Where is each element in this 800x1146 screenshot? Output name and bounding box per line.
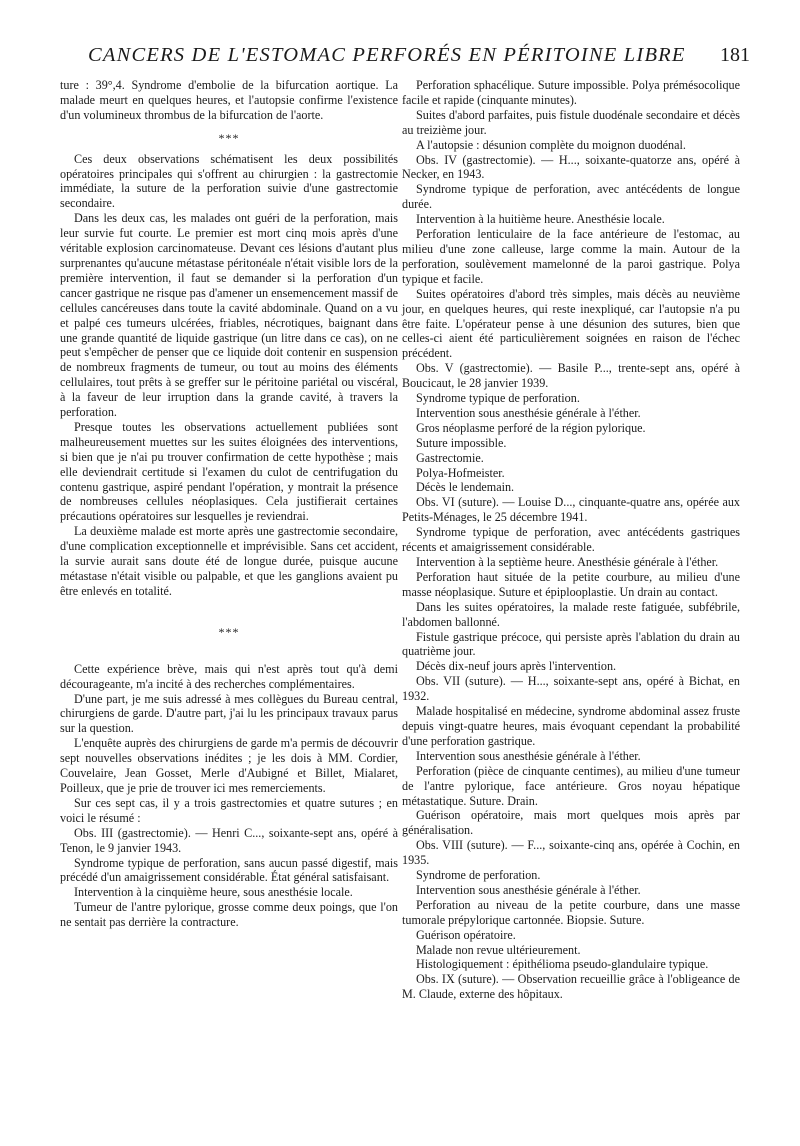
paragraph: Guérison opératoire, mais mort quelques mois après par généralisation. bbox=[402, 808, 740, 838]
paragraph: Suites d'abord parfaites, puis fistule duodénale secondaire et décès au treizième jour. bbox=[402, 107, 740, 137]
observation-heading: Obs. III (gastrectomie). — Henri C..., soixante-sept ans, opéré à Tenon, le 9 janvier 1943. bbox=[60, 825, 398, 855]
paragraph: Gastrectomie. bbox=[416, 450, 484, 465]
section-separator: *** bbox=[218, 130, 240, 145]
right-column bbox=[402, 78, 740, 1002]
paragraph: Sur ces sept cas, il y a trois gastrectomies et quatre sutures ; en voici le résumé : bbox=[60, 795, 398, 825]
paragraph: Polya-Hofmeister. bbox=[416, 465, 505, 480]
left-column bbox=[60, 78, 398, 930]
paragraph: Décès le lendemain. bbox=[416, 480, 515, 495]
paragraph: Guérison opératoire. bbox=[416, 927, 516, 942]
observation-heading: Obs. VII (suture). — H..., soixante-sept ans, opéré à Bichat, en 1932. bbox=[402, 674, 740, 704]
paragraph: Dans les suites opératoires, la malade reste fatiguée, subfébrile, l'abdomen ballonné. bbox=[402, 599, 740, 629]
paragraph: Syndrome typique de perforation. bbox=[416, 391, 580, 406]
paragraph: Malade hospitalisé en médecine, syndrome abdominal assez fruste depuis vingt-quatre heures, mais évoquant cependant la probabilité d'une perforation gastrique. bbox=[402, 704, 740, 748]
paragraph: Malade non revue ultérieurement. bbox=[416, 942, 581, 957]
paragraph: Perforation haut située de la petite courbure, au milieu d'une masse néoplasique. Suture et épiplooplastie. Un drain au contact. bbox=[402, 569, 740, 599]
running-header bbox=[60, 44, 750, 74]
paragraph: Tumeur de l'antre pylorique, grosse comme deux poings, que l'on ne sentait pas derrière la contracture. bbox=[60, 900, 398, 930]
paragraph: Syndrome typique de perforation, avec antécédents de longue durée. bbox=[402, 182, 740, 212]
paragraph: Suites opératoires d'abord très simples, mais décès au neuvième jour, en quelques heures, qui reste inexpliqué, car l'autopsie n'a pu être faite. L'opérateur pense à une désunion des sutures, bien que celles-ci aient été particulièrement soignées en raison de l'échec précédent. bbox=[402, 286, 740, 361]
paragraph: Presque toutes les observations actuellement publiées sont malheureusement muettes sur les suites éloignées des interventions, si bien que je n'ai pu trouver confirmation de cette hypothèse ; mais elle deviendrait certitude si l'examen du culot de centrifugation du contenu gastrique, aspiré pendant l'opération, y montrait la présence de nombreuses cellules néoplasiques. Cela justifierait certaines précautions opératoires sur lesquelles je reviendrai. bbox=[60, 419, 398, 524]
paragraph: Gros néoplasme perforé de la région pylorique. bbox=[416, 420, 646, 435]
paragraph: Perforation lenticulaire de la face antérieure de l'estomac, au milieu d'une zone calleuse, large comme la main. Autour de la perforation, soulèvement mamelonné de la paroi gastrique. Polya typique et facile. bbox=[402, 227, 740, 286]
paragraph: Syndrome typique de perforation, sans aucun passé digestif, mais précédé d'un amaigrissement considérable. État général satisfaisant. bbox=[60, 855, 398, 885]
paragraph: Intervention sous anesthésie générale à l'éther. bbox=[416, 882, 641, 897]
observation-heading: Obs. IX (suture). — Observation recueillie grâce à l'obligeance de M. Claude, externe des hôpitaux. bbox=[402, 972, 740, 1002]
paragraph: Intervention sous anesthésie générale à l'éther. bbox=[416, 748, 641, 763]
paragraph: Perforation (pièce de cinquante centimes), au milieu d'une tumeur de l'antre pylorique, face antérieure. Gros noyau hépatique métastatique. Suture. Drain. bbox=[402, 763, 740, 808]
paragraph: Cette expérience brève, mais qui n'est après tout qu'à demi décourageante, m'a incité à des recherches complémentaires. bbox=[60, 661, 398, 691]
paragraph: Perforation sphacélique. Suture impossible. Polya prémésocolique facile et rapide (cinquante minutes). bbox=[402, 78, 740, 107]
paragraph: Décès dix-neuf jours après l'intervention. bbox=[416, 659, 617, 674]
page-number: 181 bbox=[720, 44, 750, 66]
running-title: CANCERS DE L'ESTOMAC PERFORÉS EN PÉRITOINE LIBRE bbox=[88, 44, 686, 66]
observation-heading: Obs. IV (gastrectomie). — H..., soixante-quatorze ans, opéré à Necker, en 1943. bbox=[402, 152, 740, 182]
paragraph: Dans les deux cas, les malades ont guéri de la perforation, mais leur survie fut courte. Le premier est mort cinq mois après d'une véritable explosion carcinomateuse. Devant ces lésions d'autant plus surprenantes qu'aucune métastase péritonéale n'était visible lors de la première intervention, il faut se demander si la perforation d'un cancer gastrique ne risque pas d'amener un ensemencement massif de cellules cancéreuses dans toute la cavité abdominale. Quand on a vu et palpé ces tumeurs ulcérées, friables, nécrotiques, baignant dans une grande quantité de liquide gastrique (un litre dans ce cas), on ne peut s'empêcher de penser que ce liquide doit contenir en suspension de nombreux fragments de tumeur, ou tout au moins des éléments cellulaires, tout prêts à se greffer sur le péritoine pariétal ou viscéral, à la faveur de leur irruption dans la grande cavité, à travers la perforation. bbox=[60, 211, 398, 420]
paragraph: Intervention à la huitième heure. Anesthésie locale. bbox=[416, 212, 665, 227]
paragraph: La deuxième malade est morte après une gastrectomie secondaire, d'une complication exceptionnelle et imprévisible. Sans cet accident, la survie aurait sans doute été de longue durée, puisque aucune métastase n'était visible ou palpable, et que les ganglions avaient pu être enlevés en totalité. bbox=[60, 524, 398, 598]
observation-heading: Obs. VI (suture). — Louise D..., cinquante-quatre ans, opérée aux Petits-Ménages, le 25 décembre 1941. bbox=[402, 495, 740, 525]
paragraph: Intervention à la cinquième heure, sous anesthésie locale. bbox=[74, 885, 353, 900]
paragraph: Histologiquement : épithélioma pseudo-glandulaire typique. bbox=[416, 957, 709, 972]
paragraph: Syndrome typique de perforation, avec antécédents gastriques récents et amaigrissement considérable. bbox=[402, 525, 740, 555]
paragraph: L'enquête auprès des chirurgiens de garde m'a permis de découvrir sept nouvelles observations inédites ; je les dois à MM. Cordier, Couvelaire, Jean Gosset, Merle d'Aubigné et Billet, Mialaret, Poilleux, que je prie de trouver ici mes remerciements. bbox=[60, 736, 398, 795]
paragraph: A l'autopsie : désunion complète du moignon duodénal. bbox=[416, 137, 686, 152]
paragraph: Intervention à la septième heure. Anesthésie générale à l'éther. bbox=[416, 555, 719, 569]
observation-heading: Obs. VIII (suture). — F..., soixante-cinq ans, opérée à Cochin, en 1935. bbox=[402, 838, 740, 868]
paragraph: Fistule gastrique précoce, qui persiste après l'ablation du drain au quatrième jour. bbox=[402, 629, 740, 659]
paragraph: Intervention sous anesthésie générale à l'éther. bbox=[416, 405, 641, 420]
paragraph: ture : 39°,4. Syndrome d'embolie de la bifurcation aortique. La malade meurt en quelques heures, et l'autopsie confirme l'existence d'un volumineux thrombus de la bifurcation de l'aorte. bbox=[60, 78, 398, 122]
section-separator: *** bbox=[218, 624, 240, 639]
paragraph: Perforation au niveau de la petite courbure, dans une masse tumorale prépylorique cartonnée. Biopsie. Suture. bbox=[402, 897, 740, 927]
paragraph: Syndrome de perforation. bbox=[416, 868, 541, 883]
paragraph: Ces deux observations schématisent les deux possibilités opératoires principales qui s'offrent au chirurgien : la gastrectomie immédiate, la suture de la perforation suivie d'une gastrectomie secondaire. bbox=[60, 151, 398, 211]
paragraph: Suture impossible. bbox=[416, 435, 507, 450]
observation-heading: Obs. V (gastrectomie). — Basile P..., trente-sept ans, opéré à Boucicaut, le 28 janvier 1939. bbox=[402, 361, 740, 391]
paragraph: D'une part, je me suis adressé à mes collègues du Bureau central, chirurgiens de garde. D'autre part, j'ai lu les principaux travaux parus sur la question. bbox=[60, 691, 398, 736]
